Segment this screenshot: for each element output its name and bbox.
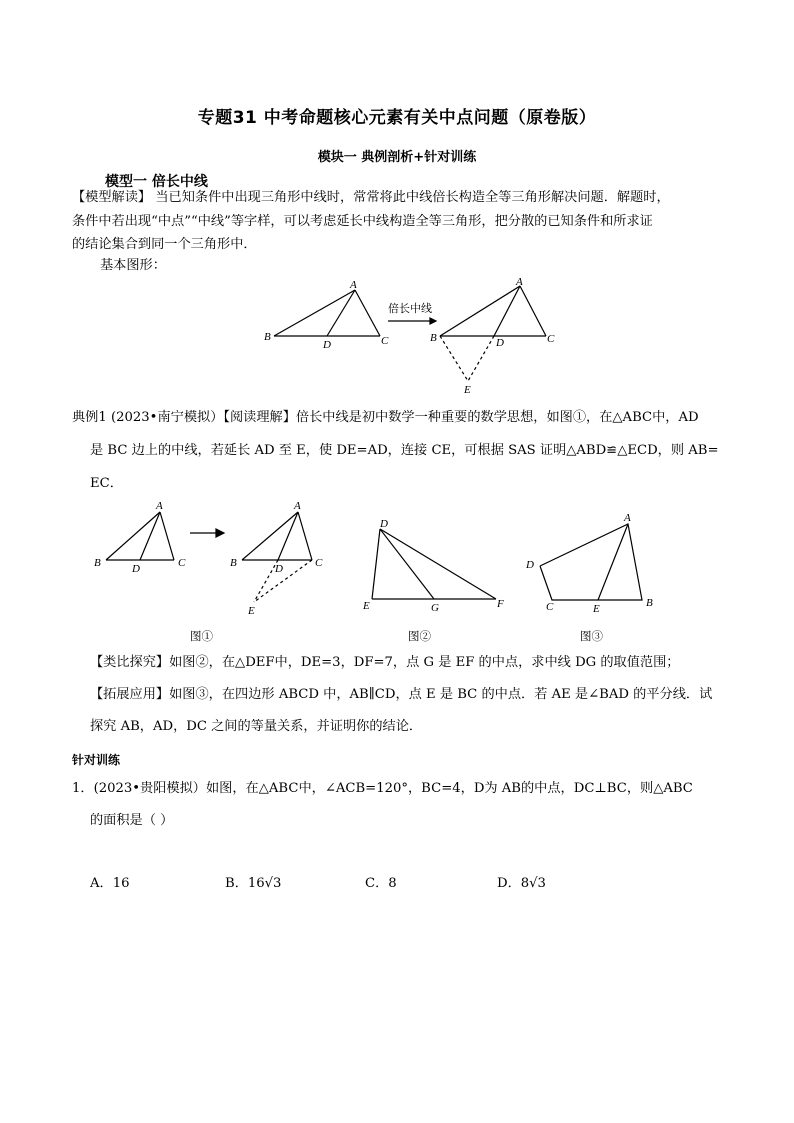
- fig1-label-c: C: [315, 557, 323, 569]
- figure-2-caption: 图②: [408, 629, 431, 643]
- point-label-a: A: [516, 276, 523, 288]
- model-one-title: 模型一 倍长中线: [105, 174, 208, 190]
- option-d: D．8√3: [497, 876, 546, 891]
- fig1-label-b: B: [230, 557, 237, 569]
- fig1-label-a: A: [294, 500, 301, 512]
- arrow-label: 倍长中线: [388, 302, 432, 315]
- figure-2-triangle: [360, 515, 520, 615]
- point-label-d: D: [323, 339, 331, 351]
- fig1-label-d: D: [132, 563, 140, 575]
- fig1-label-a: A: [156, 500, 163, 512]
- point-label-b: B: [264, 331, 271, 343]
- point-label-a: A: [350, 279, 357, 291]
- fig3-label-a: A: [624, 512, 631, 524]
- practice-heading: 针对训练: [72, 753, 121, 767]
- fig2-label-e: E: [363, 600, 370, 612]
- example1-line-2: 是 BC 边上的中线，若延长 AD 至 E，使 DE=AD，连接 CE，可根据 SAS 证明△ABD≌△ECD，则 AB=: [90, 443, 719, 458]
- figure-1-right-triangle: [228, 498, 338, 618]
- extension-line-1: 【拓展应用】如图③，在四边形 ABCD 中，AB∥CD，点 E 是 BC 的中点．若 AE 是∠BAD 的平分线．试: [90, 687, 713, 702]
- fig3-label-e: E: [593, 603, 600, 615]
- point-label-b: B: [430, 332, 437, 344]
- option-b: B．16√3: [225, 876, 282, 891]
- fig2-label-d: D: [380, 518, 388, 530]
- figure-3-quadrilateral: [520, 508, 670, 618]
- model-desc-line-1: 【模型解读】 当已知条件中出现三角形中线时，常常将此中线倍长构造全等三角形解决问题．解题时，: [72, 190, 670, 205]
- fig3-label-c: C: [546, 601, 554, 613]
- fig3-label-d: D: [526, 559, 534, 571]
- fig1-label-b: B: [94, 557, 101, 569]
- page-title: 专题31 中考命题核心元素有关中点问题（原卷版）: [197, 108, 597, 128]
- figure-1-left-triangle: [92, 498, 192, 578]
- figure-1-arrow-icon: [190, 528, 226, 538]
- model-desc-line-3: 的结论集合到同一个三角形中．: [72, 237, 257, 252]
- option-a: A．16: [90, 876, 130, 891]
- point-label-c: C: [381, 335, 389, 347]
- extension-line-2: 探究 AB，AD，DC 之间的等量关系，并证明你的结论．: [90, 719, 423, 734]
- fig1-label-d: D: [275, 563, 283, 575]
- point-label-c: C: [547, 333, 555, 345]
- fig1-label-e: E: [248, 605, 255, 617]
- figure-1-caption: 图①: [190, 629, 213, 643]
- point-label-d: D: [496, 337, 504, 349]
- fig3-label-b: B: [646, 597, 653, 609]
- example1-line-3: EC．: [90, 476, 123, 491]
- question-1-line-1: 1．(2023•贵阳模拟）如图，在△ABC中，∠ACB=120°，BC=4，D为 AB的中点，DC⊥BC，则△ABC: [72, 781, 693, 796]
- fig1-label-c: C: [178, 557, 186, 569]
- fig2-label-g: G: [431, 602, 439, 614]
- analogy-exploration: 【类比探究】如图②，在△DEF中，DE=3，DF=7，点 G 是 EF 的中点，求中线 DG 的取值范围；: [90, 655, 680, 670]
- point-label-e: E: [464, 384, 471, 396]
- basic-figure-right: [428, 278, 568, 398]
- example1-line-1: 典例1 (2023•南宁模拟）【阅读理解】倍长中线是初中数学一种重要的数学思想，如图①，在△ABC中，AD: [72, 410, 699, 425]
- module-subtitle: 模块一 典例剖析+针对训练: [317, 150, 477, 165]
- fig2-label-f: F: [497, 598, 504, 610]
- model-desc-line-2: 条件中若出现“中点”“中线”等字样，可以考虑延长中线构造全等三角形，把分散的已知条件和所求证: [72, 214, 653, 229]
- figure-3-caption: 图③: [580, 629, 603, 643]
- basic-figure-label: 基本图形：: [100, 258, 166, 273]
- question-1-line-2: 的面积是（ ）: [90, 813, 174, 828]
- basic-figure-left: [260, 278, 400, 351]
- option-c: C．8: [365, 876, 397, 891]
